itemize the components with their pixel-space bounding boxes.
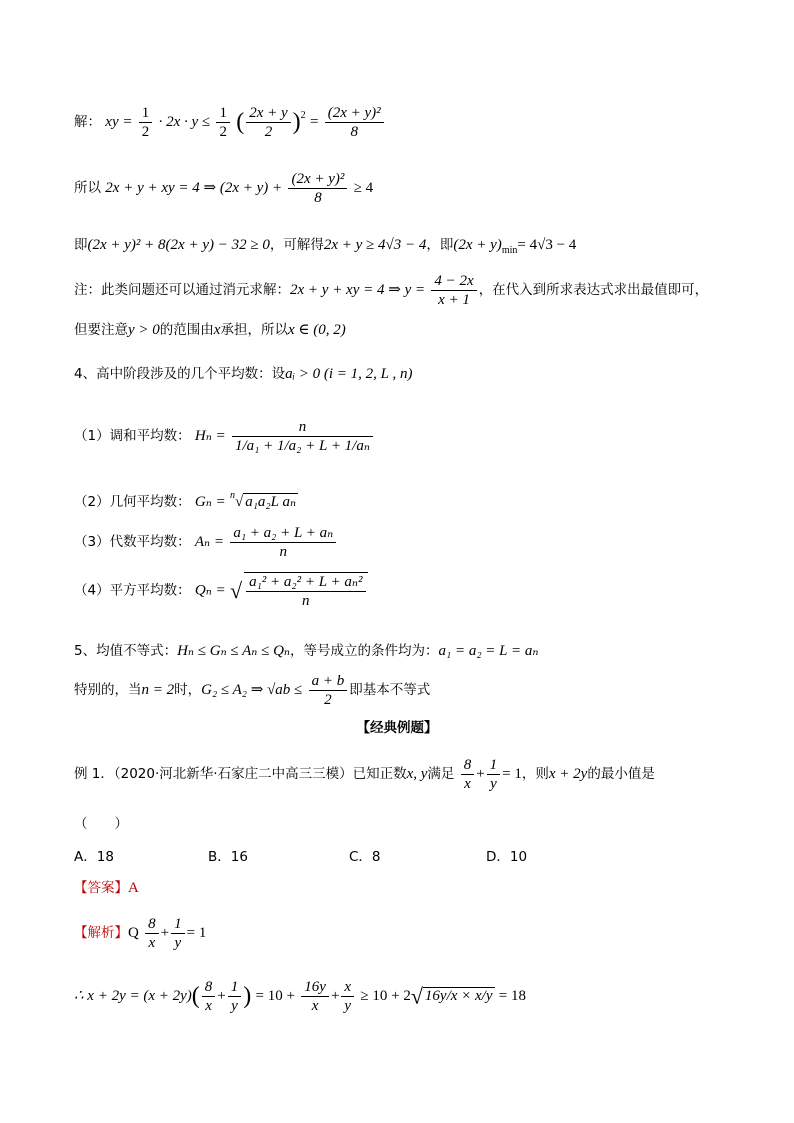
example1-eq: = 1 — [502, 766, 522, 782]
example1-vars: x, y — [406, 766, 428, 782]
item4-line — [74, 362, 412, 383]
note2-line — [74, 318, 346, 339]
item5-text: 5、均值不等式： — [74, 643, 178, 659]
so-fraction: $\frac{\text{(2x + y)²}}{8}$ — [288, 170, 347, 207]
analysis-label: 【解析】 — [74, 925, 128, 941]
note-expr: 2x + y + xy = 4 ⇒ y = — [290, 282, 426, 298]
example1-fraction1: $\frac{8}{x}$ — [461, 756, 475, 793]
special-text2: 时， — [174, 682, 202, 698]
ji-expr4: = 4√3 − 4 — [517, 237, 577, 253]
ji-text1: ，可解得 — [269, 237, 324, 253]
solution-lhs: xy = — [105, 114, 133, 130]
solution-line: 解： xy = $\frac{1}{2}$ · 2x · y ≤ $\frac{1}{2}$ ( $\frac{2x + y}{2}$ )$^2$ = $\frac{\text{(2x + y)²}}{8}$ — [74, 104, 386, 141]
solution-mid: · 2x · y ≤ — [158, 114, 211, 130]
solution-eq: = — [309, 114, 319, 130]
ji-min: min — [501, 245, 518, 256]
arithmetic-mean-line — [74, 524, 338, 561]
ji-label: 即 — [74, 237, 88, 253]
analysis-fraction1: $\frac{8}{x}$ — [145, 915, 159, 952]
section-title: 【经典例题】 — [356, 720, 438, 736]
so-tail: ≥ 4 — [353, 180, 374, 196]
option-a[interactable]: A．18 — [74, 849, 114, 865]
final-fraction1: $\frac{8}{x}$ — [202, 978, 216, 1015]
harmonic-mean-line — [74, 418, 375, 455]
note-label: 注：此类问题还可以通过消元求解： — [74, 282, 290, 298]
final-sqrt: 16y/x × x/y — [424, 988, 493, 1004]
option-c[interactable]: C．8 — [349, 849, 381, 865]
option-d[interactable]: D．10 — [486, 849, 528, 865]
analysis-line: 【解析】Q $\frac{8}{x}$ + $\frac{1}{y}$ = 1 — [74, 916, 207, 951]
half-fraction: $\frac{1}{2}$ — [139, 104, 153, 141]
harmonic-label: （1）调和平均数： — [74, 428, 191, 444]
special-expr1: n = 2 — [141, 682, 175, 698]
so-label: 所以 — [74, 180, 101, 196]
special-expr2: G₂ ≤ A₂ ⇒ √ab ≤ — [201, 682, 303, 698]
analysis-fraction2: $\frac{1}{y}$ — [171, 915, 185, 952]
final-fraction2: $\frac{1}{y}$ — [228, 978, 242, 1015]
example1-text1: 例 1．（2020·河北新华·石家庄二中高三三模）已知正数 — [74, 766, 407, 782]
quadratic-label: （4）平方平均数： — [74, 582, 191, 599]
paren-fraction: $\frac{2x + y}{2}$ — [246, 104, 290, 141]
ji-line — [74, 233, 576, 256]
example1-text3: ，则 — [521, 766, 549, 782]
so-expr: 2x + y + xy = 4 ⇒ (2x + y) + — [105, 180, 283, 196]
quadratic-mean-line: （4）平方平均数： Qₙ = √ $\frac{\text{a₁² + a₂² + L + aₙ²}}{n}$ — [74, 572, 370, 610]
geometric-label: （2）几何平均数： — [74, 494, 191, 510]
harmonic-lhs: Hₙ = — [194, 428, 226, 444]
final-mid: = 10 + — [255, 988, 295, 1004]
geometric-index: n — [229, 490, 235, 501]
geometric-mean-line: （2）几何平均数： Gₙ = $^n$√ a₁a₂L aₙ — [74, 490, 297, 510]
quadratic-lhs: Qₙ = — [194, 582, 226, 599]
final-derivation-line: ∴ x + 2y = (x + 2y)( $\frac{8}{x}$ + $\frac{1}{y}$ ) = 10 + $\frac{16y}{x}$ + $\frac{x}{y}$ ≥ 10 + 2√ 16y/x × x/y = 18 — [74, 979, 527, 1014]
item4-text: 4、高中阶段涉及的几个平均数：设 — [74, 366, 286, 382]
final-fraction3: $\frac{16y}{x}$ — [301, 978, 329, 1015]
answer-line — [74, 876, 139, 897]
so-line — [74, 170, 373, 207]
item5-line — [74, 639, 538, 660]
arithmetic-lhs: Aₙ = — [194, 534, 225, 550]
example1-line: 例 1．（2020·河北新华·石家庄二中高三三模）已知正数x, y满足 $\frac{8}{x}$ + $\frac{1}{y}$ = 1，则x + 2y的最小值是 — [74, 757, 655, 792]
note2-b: 的范围由 — [159, 322, 214, 338]
ji-expr2: 2x + y ≥ 4√3 − 4 — [323, 237, 427, 253]
note-text: ，在代入到所求表达式求出最值即可， — [478, 282, 709, 298]
ji-expr1: (2x + y)² + 8(2x + y) − 32 ≥ 0 — [87, 237, 270, 253]
note2-expr1: y > 0 — [128, 322, 160, 338]
note2-a: 但要注意 — [74, 322, 128, 338]
geometric-lhs: Gₙ = — [194, 494, 226, 510]
example1-text2: 满足 — [427, 766, 455, 782]
analysis-q: Q — [128, 925, 139, 941]
example1-fraction2: $\frac{1}{y}$ — [487, 756, 501, 793]
note-fraction: $\frac{4 - 2x}{x + 1}$ — [431, 272, 476, 309]
special-text1: 特别的，当 — [74, 682, 142, 698]
ji-text2: ，即 — [426, 237, 454, 253]
example1-paren: （ ） — [74, 816, 128, 832]
item5-text2: ，等号成立的条件均为： — [290, 643, 439, 659]
note2-expr2: x ∈ (0, 2) — [287, 322, 346, 338]
item5-expr1: Hₙ ≤ Gₙ ≤ Aₙ ≤ Qₙ — [177, 643, 290, 659]
answer-value: A — [128, 880, 139, 896]
final-lead: ∴ x + 2y = (x + 2y) — [74, 988, 192, 1004]
final-ge: ≥ 10 + 2 — [360, 988, 411, 1004]
example1-target: x + 2y — [548, 766, 588, 782]
arithmetic-fraction: $\frac{\text{a₁ + a₂ + L + aₙ}}{n}$ — [230, 524, 336, 561]
special-case-line — [74, 672, 430, 709]
solution-label: 解： — [74, 114, 101, 130]
final-eq: = 18 — [498, 988, 527, 1004]
special-fraction: $\frac{a + b}{2}$ — [309, 672, 348, 709]
option-b[interactable]: B．16 — [208, 849, 248, 865]
special-text3: 即基本不等式 — [349, 682, 431, 698]
final-fraction4: $\frac{x}{y}$ — [341, 978, 354, 1015]
item4-expr: aᵢ > 0 (i = 1, 2, L , n) — [285, 366, 413, 382]
harmonic-fraction: $\frac{n}{\text{1/a₁ + 1/a₂ + L + 1/aₙ}}$ — [232, 418, 373, 455]
note2-c: 承担，所以 — [220, 322, 288, 338]
item5-expr2: a₁ = a₂ = L = aₙ — [438, 643, 539, 659]
note2-x: x — [213, 322, 221, 338]
example1-text4: 的最小值是 — [587, 766, 655, 782]
geometric-radicand: a₁a₂L aₙ — [245, 494, 297, 510]
note-line — [74, 272, 708, 309]
arithmetic-label: （3）代数平均数： — [74, 534, 191, 550]
answer-label: 【答案】 — [74, 880, 128, 896]
analysis-eq: = 1 — [186, 925, 207, 941]
quadratic-fraction: $\frac{\text{a₁² + a₂² + L + aₙ²}}{n}$ — [244, 572, 367, 610]
ji-expr3: (2x + y) — [453, 237, 502, 253]
half-fraction-2: $\frac{1}{2}$ — [216, 104, 230, 141]
solution-right-fraction: $\frac{\text{(2x + y)²}}{8}$ — [325, 104, 384, 141]
